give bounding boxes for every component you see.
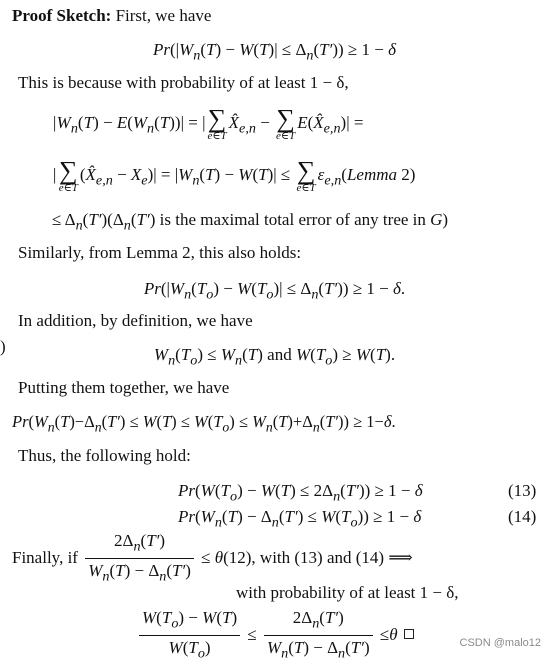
final-right-fraction: $\frac{2\Delta_n(T')}{W_n(T) - \Delta_n(T')}$ — [264, 608, 373, 664]
equation-14-label: (14) — [508, 507, 537, 526]
thus-sentence: Thus, the following hold: — [18, 446, 191, 465]
equation-5: $Pr(|W_n(T_o) - W(T_o)| \le \Delta_n(T')) \ge 1 - \delta$. — [143, 279, 406, 303]
definition-sentence: In addition, by definition, we have — [18, 311, 253, 330]
final-inequality: $\frac{W(T_o) - W(T)}{W(T_o)}$ ≤ $\frac{2\Delta_n(T')}{W_n(T) - \Delta_n(T')}$ ≤θ — [136, 608, 414, 664]
equation-4: ≤ $\Delta_n(T')(\Delta_n(T')$ is the maximal total error of any tree in G) — [52, 210, 449, 234]
qed-square-icon — [404, 629, 414, 639]
max-error-text: is the maximal total error of any tree in — [159, 210, 426, 229]
equation-1: $Pr(|W_n(T) - W(T)| \le \Delta_n(T')) \ge 1 - \delta$ — [153, 40, 396, 64]
equation-2: $|W_n(T) - E(W_n(T))|$ = | ∑ e∈T $X̂_{e,n}$ − ∑ e∈T $E(X̂_{e,n})|$ = — [52, 103, 364, 142]
equation-7: $Pr(W_n(T)-\Delta_n(T') \le W(T) \le W(T_o) \le W_n(T)+\Delta_n(T')) \ge 1-\delta$. — [12, 412, 396, 435]
thus-text — [18, 446, 191, 466]
finally-line: Finally, if $\frac{2\Delta_n(T')}{W_n(T) - \Delta_n(T')}$ ≤ θ(12), with (13) and (14) ⟹ — [12, 531, 413, 585]
with-clause: with (13) and (14) — [259, 547, 385, 567]
and-word: and — [267, 345, 292, 364]
definition-text — [18, 311, 253, 331]
together-text — [18, 378, 229, 398]
proof-heading-line — [12, 6, 211, 26]
condition-fraction: $\frac{2\Delta_n(T')}{W_n(T) - \Delta_n(T')}$ — [85, 531, 194, 587]
equation-14: $Pr(W_n(T) - \Delta_n(T') \le W(T_o)) \ge 1 - \delta$ — [178, 507, 422, 531]
final-left-fraction: $\frac{W(T_o) - W(T)}{W(T_o)}$ — [139, 608, 240, 664]
intro-text: First, we have — [115, 6, 212, 25]
similarly-text — [18, 243, 301, 263]
finally-text: Finally, if — [12, 547, 78, 567]
together-sentence: Putting them together, we have — [18, 378, 230, 397]
because-sentence: This is because with probability of at least 1 − δ, — [18, 73, 349, 92]
similarly-sentence: Similarly, from Lemma 2, this also holds: — [18, 243, 302, 262]
equation-13-label: (13) — [508, 481, 537, 500]
because-text — [18, 73, 349, 93]
margin-marker: ) — [0, 337, 6, 356]
probability-sentence: with probability of at least 1 − δ, — [236, 583, 459, 602]
proof-heading: Proof Sketch: — [12, 6, 112, 25]
equation-3: | ∑ e∈T $(X̂_{e,n} - X_e)| = |W_n(T) - W(T)|$ ≤ ∑ e∈T $\varepsilon_{e,n}(Lemma$ 2) — [52, 155, 416, 194]
watermark: CSDN @malo12 — [459, 637, 541, 649]
probability-line — [236, 583, 459, 603]
equation-13: $Pr(W(T_o) - W(T) \le 2\Delta_n(T')) \ge 1 - \delta$ — [178, 481, 423, 505]
equation-6: $W_n(T_o) \le W_n(T)$ and $W(T_o) \ge W(T)$. — [153, 345, 396, 369]
